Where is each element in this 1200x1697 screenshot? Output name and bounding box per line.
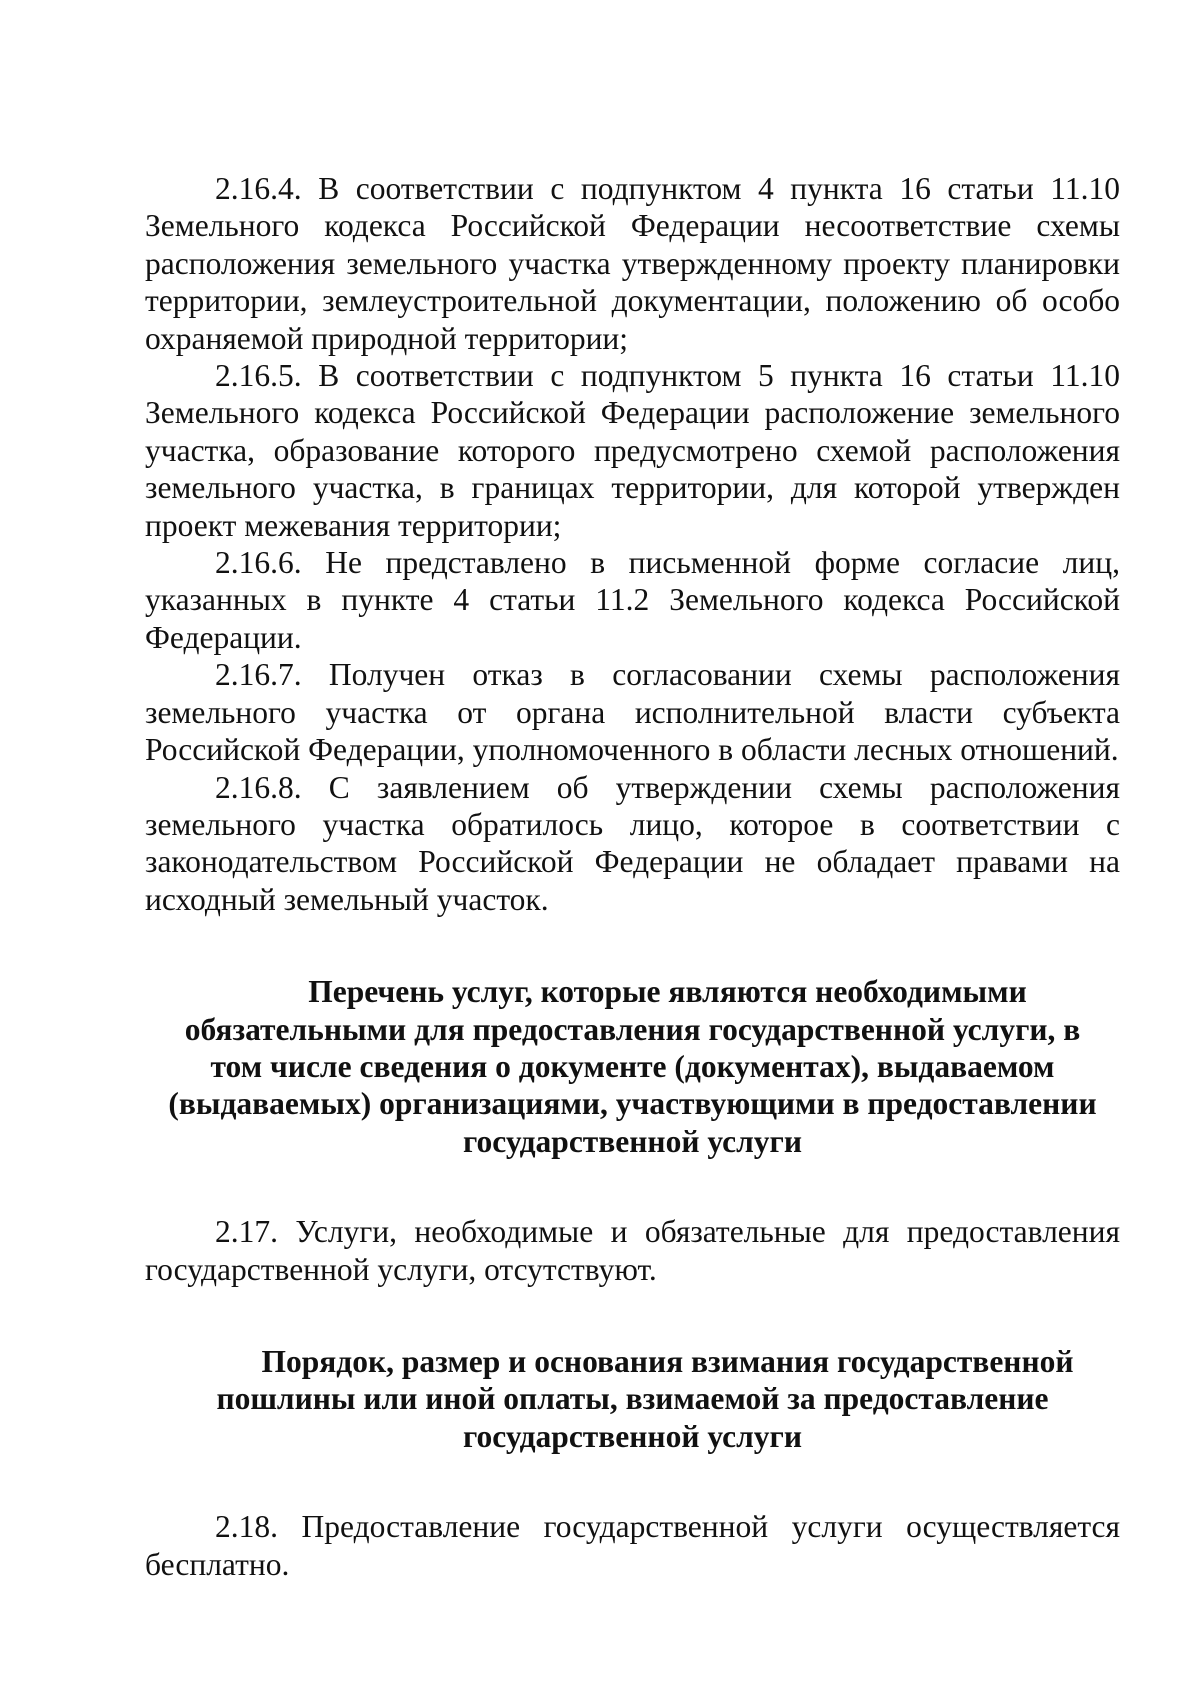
section-heading-services-list (145, 973, 1120, 1160)
paragraph-2-16-5: 2.16.5. В соответствии с подпунктом 5 пункта 16 статьи 11.10 Земельного кодекса Российской Федерации расположение земельного участка, образование которого предусмотрено схемой расположения земельного участка, в границах территории, для которой утвержден проект межевания территории; (145, 358, 1120, 543)
paragraph-2-18: 2.18. Предоставление государственной услуги осуществляется бесплатно. (145, 1509, 1120, 1582)
heading-line: (выдаваемых) организациями, участвующими в предоставлении (168, 1086, 1097, 1122)
heading-line: государственной услуги (463, 1123, 802, 1159)
heading-line: государственной услуги (463, 1418, 802, 1454)
paragraph-2-16-6: 2.16.6. Не представлено в письменной форме согласие лиц, указанных в пункте 4 статьи 11.2 Земельного кодекса Российской Федерации. (145, 545, 1120, 655)
paragraph-2-16-7: 2.16.7. Получен отказ в согласовании схемы расположения земельного участка от органа исполнительной власти субъекта Российской Федерации, уполномоченного в области лесных отношений. (145, 657, 1120, 768)
paragraph-2-16-8: 2.16.8. С заявлением об утверждении схемы расположения земельного участка обратилось лицо, которое в соответствии с законодательством Российской Федерации не обладает правами на исходный земельный участок. (145, 769, 1120, 917)
heading-line: Перечень услуг, которые являются необходимыми (308, 974, 1027, 1010)
heading-line: Порядок, размер и основания взимания государственной (261, 1343, 1074, 1379)
paragraph-2-17: 2.17. Услуги, необходимые и обязательные для предоставления государственной услуги, отсутствуют. (145, 1214, 1120, 1287)
heading-line: обязательными для предоставления государственной услуги, в (184, 1011, 1081, 1047)
section-heading-fee-order (145, 1343, 1120, 1455)
paragraph-2-16-4: 2.16.4. В соответствии с подпунктом 4 пункта 16 статьи 11.10 Земельного кодекса Российской Федерации несоответствие схемы расположения земельного участка утвержденному проекту планировки территории, землеустроительной документации, положению об особо охраняемой природной территории; (145, 171, 1120, 356)
document-page (145, 170, 1120, 1583)
heading-line: том числе сведения о документе (документах), выдаваемом (210, 1048, 1055, 1084)
heading-line: пошлины или иной оплаты, взимаемой за предоставление (216, 1381, 1049, 1417)
